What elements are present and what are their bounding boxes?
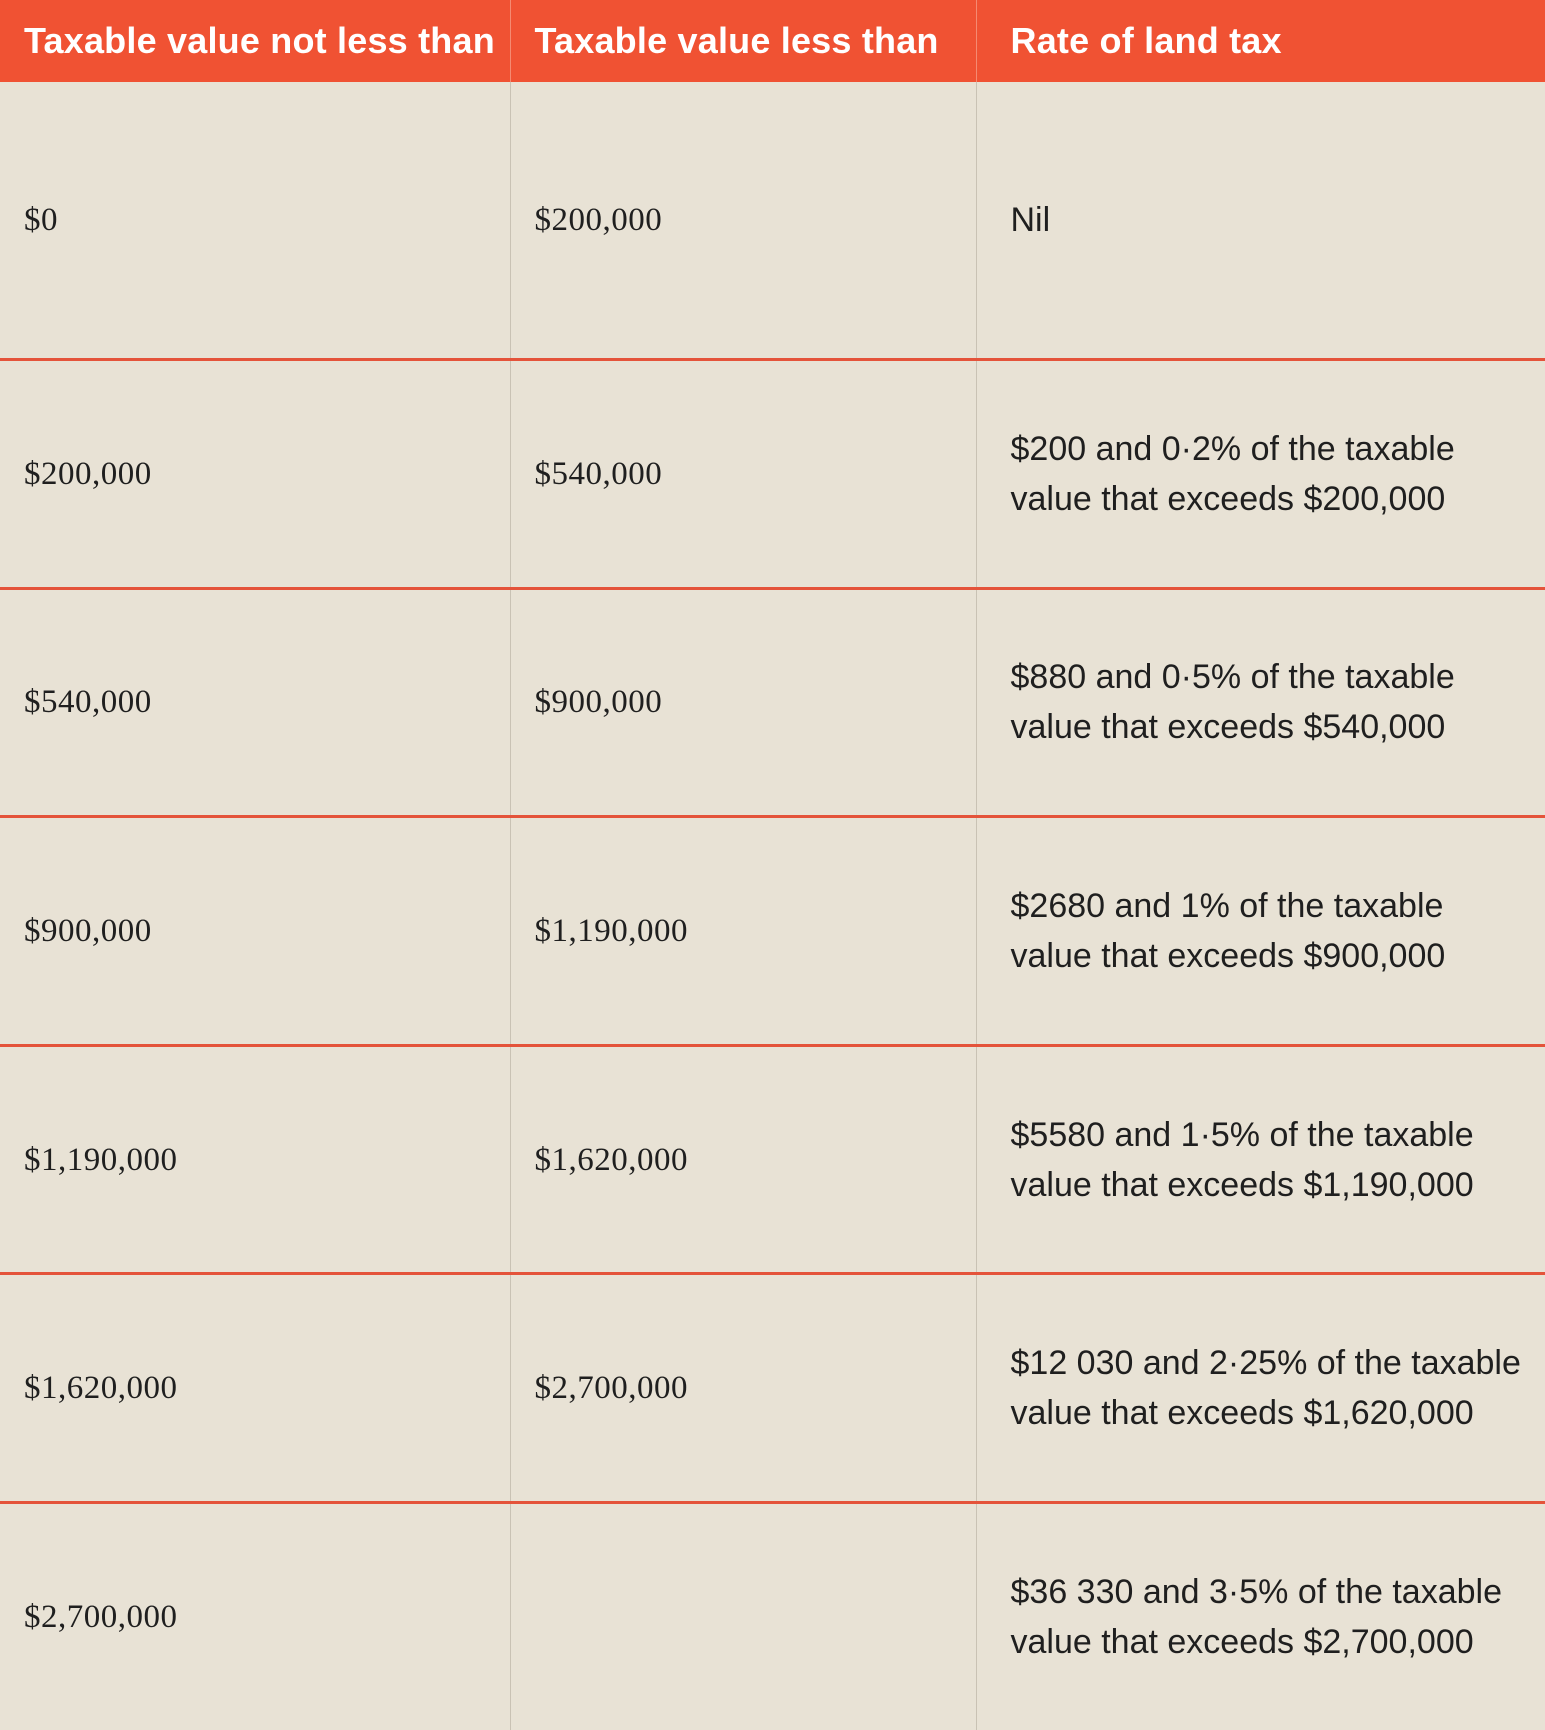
cell-min-value: $2,700,000 (0, 1502, 510, 1730)
cell-max-value: $200,000 (510, 82, 976, 360)
cell-rate: $200 and 0·2% of the taxable value that exceeds $200,000 (1010, 429, 1455, 518)
header-taxable-value-less-than: Taxable value less than (510, 0, 976, 82)
cell-min-value: $0 (0, 82, 510, 360)
cell-rate: $5580 and 1·5% of the taxable value that exceeds $1,190,000 (1010, 1115, 1474, 1204)
cell-max-value: $1,620,000 (510, 1045, 976, 1274)
table-row (0, 1502, 1545, 1730)
table-row (0, 817, 1545, 1046)
table-header (0, 0, 1545, 82)
table-row (0, 588, 1545, 817)
table-body (0, 82, 1545, 1730)
cell-min-value: $1,620,000 (0, 1274, 510, 1503)
table-row (0, 360, 1545, 589)
table-row (0, 82, 1545, 360)
header-rate-of-land-tax: Rate of land tax (1010, 20, 1282, 61)
cell-max-value: $900,000 (510, 588, 976, 817)
cell-min-value: $200,000 (0, 360, 510, 589)
cell-max-value: $540,000 (510, 360, 976, 589)
cell-min-value: $1,190,000 (0, 1045, 510, 1274)
cell-rate: Nil (1010, 201, 1051, 240)
cell-rate: $880 and 0·5% of the taxable value that exceeds $540,000 (1010, 658, 1455, 747)
table-row (0, 1274, 1545, 1503)
cell-max-value: $2,700,000 (510, 1274, 976, 1503)
cell-rate: $12 030 and 2·25% of the taxable value that exceeds $1,620,000 (1010, 1344, 1521, 1433)
cell-max-value (510, 1502, 976, 1730)
header-row (0, 0, 1545, 82)
cell-max-value: $1,190,000 (510, 817, 976, 1046)
header-taxable-value-not-less-than: Taxable value not less than (0, 0, 510, 82)
table-row (0, 1045, 1545, 1274)
cell-min-value: $900,000 (0, 817, 510, 1046)
cell-rate: $36 330 and 3·5% of the taxable value that exceeds $2,700,000 (1010, 1572, 1502, 1661)
cell-rate: $2680 and 1% of the taxable value that exceeds $900,000 (1010, 887, 1446, 976)
cell-min-value: $540,000 (0, 588, 510, 817)
